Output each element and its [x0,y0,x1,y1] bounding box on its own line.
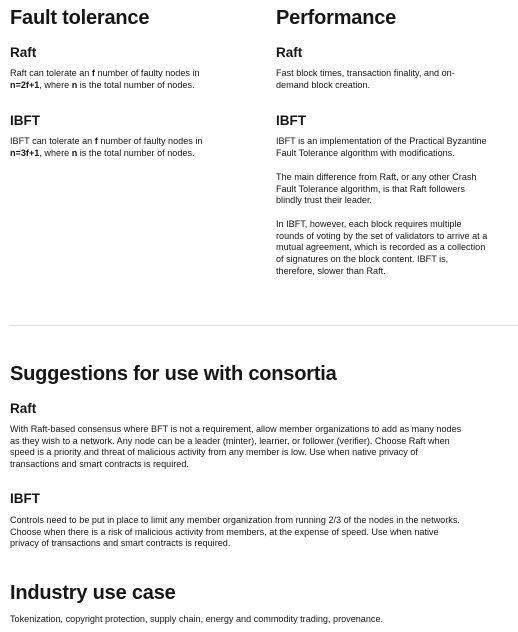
suggestions-title: Suggestions for use with consortia [10,363,337,385]
performance-ibft-paragraph-1: IBFT is an implementation of the Practical Byzantine Fault Tolerance algorithm with modifications. [276,136,487,158]
suggestions-raft-heading: Raft [10,401,37,416]
fault-tolerance-ibft-text: IBFT can tolerate an f number of faulty nodes in n=3f+1, where n is the total number of nodes. [10,136,203,158]
fault-tolerance-title: Fault tolerance [10,7,150,29]
performance-title: Performance [276,7,397,29]
performance-raft-text: Fast block times, transaction finality, and on- demand block creation. [276,68,455,90]
suggestions-ibft-text: Controls need to be put in place to limit any member organization from running 2/3 of the nodes in the networks. Choose when there is a risk of malicious activity from members, at the expense of speed. Use when native privacy of transactions and smart contracts is required. [10,515,460,549]
industry-use-case-text: Tokenization, copyright protection, supply chain, energy and commodity trading, provenance. [10,614,384,624]
suggestions-raft-text: With Raft-based consensus where BFT is not a requirement, allow member organizations to add as many nodes as they wish to a network. Any node can be a leader (minter), learner, or follower (verifier). Choose Raft when speed is a priority and threat of malicious activity from any member is low. Use when native privacy of transactions and smart contracts is required. [10,424,462,470]
performance-ibft-heading: IBFT [276,113,306,128]
section-divider [10,325,518,326]
performance-raft-heading: Raft [276,45,303,60]
fault-tolerance-ibft-heading: IBFT [10,113,40,128]
suggestions-ibft-heading: IBFT [10,491,40,506]
industry-use-case-title: Industry use case [10,582,176,604]
fault-tolerance-raft-text: Raft can tolerate an f number of faulty nodes in n=2f+1, where n is the total number of nodes. [10,68,200,90]
performance-ibft-paragraph-3: In IBFT, however, each block requires multiple rounds of voting by the set of validators to arrive at a mutual agreement, which is recorded as a collection of signatures on the block content. IBFT is, therefore, slower than Raft. [276,219,488,276]
fault-tolerance-raft-heading: Raft [10,45,37,60]
performance-ibft-paragraph-2: The main difference from Raft, or any other Crash Fault Tolerance algorithm, is that Raft followers blindly trust their leader. [276,172,477,206]
